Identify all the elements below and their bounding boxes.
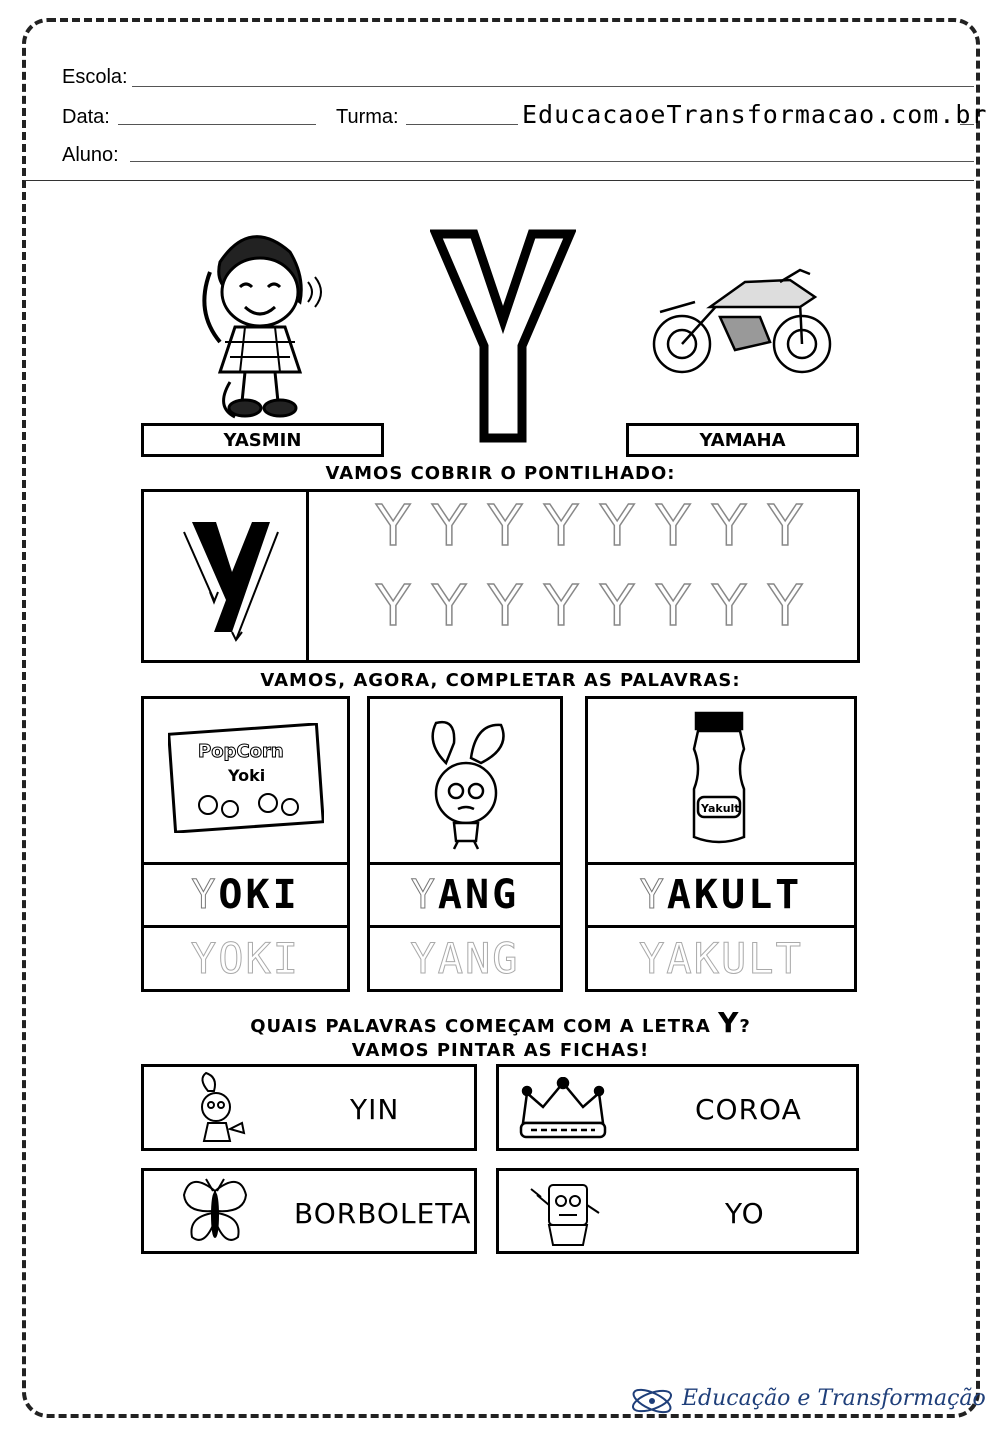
tracing-letter-text: y xyxy=(174,512,175,513)
dotted-word-yakult[interactable]: YAKULT xyxy=(639,934,803,983)
popcorn-package-illustration xyxy=(168,723,324,833)
student-field[interactable] xyxy=(130,161,974,162)
question-letter: Y xyxy=(718,1006,740,1039)
dotted-word-yoki[interactable]: YOKI xyxy=(190,934,301,983)
complete-word-yakult[interactable] xyxy=(588,865,854,925)
word-rest: OKI xyxy=(218,872,300,918)
word-rest: AKULT xyxy=(666,872,803,918)
brand-name: Educação e Transformação xyxy=(682,1386,986,1411)
paint-word-borboleta: BORBOLETA xyxy=(294,1197,472,1230)
complete-heading: VAMOS, AGORA, COMPLETAR AS PALAVRAS: xyxy=(260,670,741,691)
paint-card-yin[interactable] xyxy=(141,1064,477,1151)
paint-card-yo[interactable] xyxy=(496,1168,859,1254)
big-letter-text: Y xyxy=(430,228,431,229)
svg-text:PopCorn: PopCorn xyxy=(198,741,284,762)
dotted-word-yang[interactable]: YANG xyxy=(410,934,520,983)
brand-logo-icon xyxy=(628,1386,676,1416)
word-card-yoki xyxy=(141,696,350,992)
motorcycle-illustration xyxy=(650,262,838,380)
website-text: EducacaoeTransformacao.com.br xyxy=(522,100,988,129)
date-field[interactable] xyxy=(118,124,316,125)
letter-y-stroke-guide xyxy=(174,512,284,642)
paint-instruction: VAMOS PINTAR AS FICHAS! xyxy=(351,1040,650,1061)
paint-word-yin: YIN xyxy=(350,1093,400,1126)
crown-icon xyxy=(517,1077,609,1143)
caption-yamaha: YAMAHA xyxy=(626,423,859,457)
tracing-box xyxy=(141,489,860,663)
yo-character-icon xyxy=(527,1175,607,1251)
caption-yasmin: YASMIN xyxy=(141,423,384,457)
tracing-divider xyxy=(306,492,309,660)
yakult-bottle-illustration xyxy=(684,709,754,849)
word-first-letter: Y xyxy=(191,872,219,918)
word-rest: ANG xyxy=(437,872,520,918)
tracing-row-2[interactable]: Y Y Y Y Y Y Y Y xyxy=(376,574,805,639)
yin-character-icon xyxy=(190,1071,246,1147)
word-first-letter: Y xyxy=(639,872,667,918)
tracing-heading: VAMOS COBRIR O PONTILHADO: xyxy=(325,463,676,484)
class-field[interactable] xyxy=(406,124,518,125)
paint-card-coroa[interactable] xyxy=(496,1064,859,1151)
paint-question xyxy=(0,1006,1001,1039)
word-card-yakult xyxy=(585,696,857,992)
yang-character-illustration xyxy=(416,713,516,853)
school-field[interactable] xyxy=(132,86,974,87)
date-label: Data: xyxy=(62,106,110,128)
svg-text:Yoki: Yoki xyxy=(228,766,266,785)
question-prefix: QUAIS PALAVRAS COMEÇAM COM A LETRA xyxy=(250,1016,719,1037)
class-label: Turma: xyxy=(336,106,399,128)
paint-word-coroa: COROA xyxy=(695,1093,802,1126)
butterfly-icon xyxy=(180,1175,250,1251)
big-letter-y xyxy=(430,228,576,444)
paint-word-yo: YO xyxy=(725,1197,765,1230)
girl-illustration xyxy=(190,222,330,422)
student-label: Aluno: xyxy=(62,144,119,166)
question-suffix: ? xyxy=(739,1016,751,1037)
svg-text:Yakult: Yakult xyxy=(701,802,740,815)
header-divider xyxy=(24,180,974,181)
paint-card-borboleta[interactable] xyxy=(141,1168,477,1254)
word-first-letter: Y xyxy=(410,872,438,918)
word-card-yang xyxy=(367,696,563,992)
complete-word-yoki[interactable] xyxy=(144,865,347,925)
tracing-row-1[interactable]: Y Y Y Y Y Y Y Y xyxy=(376,494,805,559)
complete-word-yang[interactable] xyxy=(370,865,560,925)
class-field-end xyxy=(960,124,974,125)
school-label: Escola: xyxy=(62,66,128,88)
